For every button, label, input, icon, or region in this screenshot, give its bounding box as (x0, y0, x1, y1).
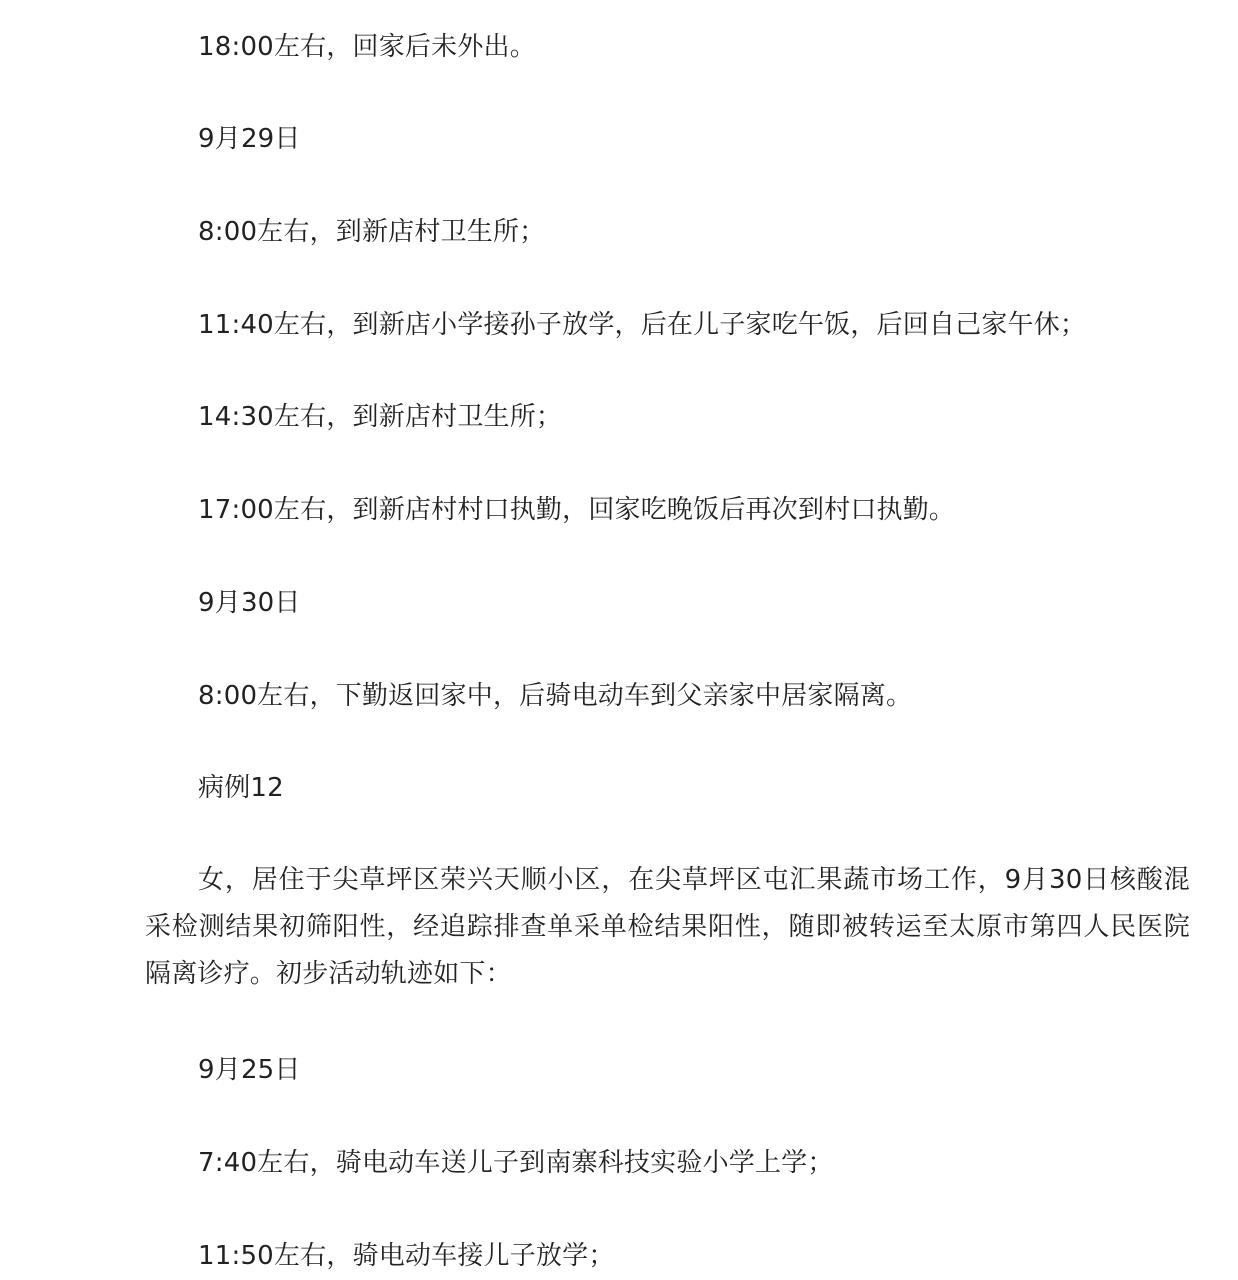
timeline-entry: 7:40左右，骑电动车送儿子到南寨科技实验小学上学； (198, 1148, 834, 1178)
timeline-entry: 17:00左右，到新店村村口执勤，回家吃晚饭后再次到村口执勤。 (198, 495, 956, 525)
date-heading: 9月30日 (198, 588, 301, 618)
case-heading: 病例12 (198, 773, 284, 803)
timeline-entry: 8:00左右，下勤返回家中，后骑电动车到父亲家中居家隔离。 (198, 681, 913, 711)
date-heading: 9月25日 (198, 1055, 301, 1085)
timeline-entry: 11:50左右，骑电动车接儿子放学； (198, 1241, 615, 1271)
timeline-entry: 11:40左右，到新店小学接孙子放学，后在儿子家吃午饭，后回自己家午休； (198, 310, 1087, 340)
date-heading: 9月29日 (198, 124, 301, 154)
timeline-entry: 8:00左右，到新店村卫生所； (198, 217, 546, 247)
timeline-entry: 18:00左右，回家后未外出。 (198, 32, 536, 62)
timeline-entry: 14:30左右，到新店村卫生所； (198, 402, 563, 432)
case-description: 女，居住于尖草坪区荣兴天顺小区，在尖草坪区屯汇果蔬市场工作，9月30日核酸混采检测结果初筛阳性，经追踪排查单采单检结果阳性，随即被转运至太原市第四人民医院隔离诊疗。初步活动轨迹如下： (145, 865, 1190, 989)
